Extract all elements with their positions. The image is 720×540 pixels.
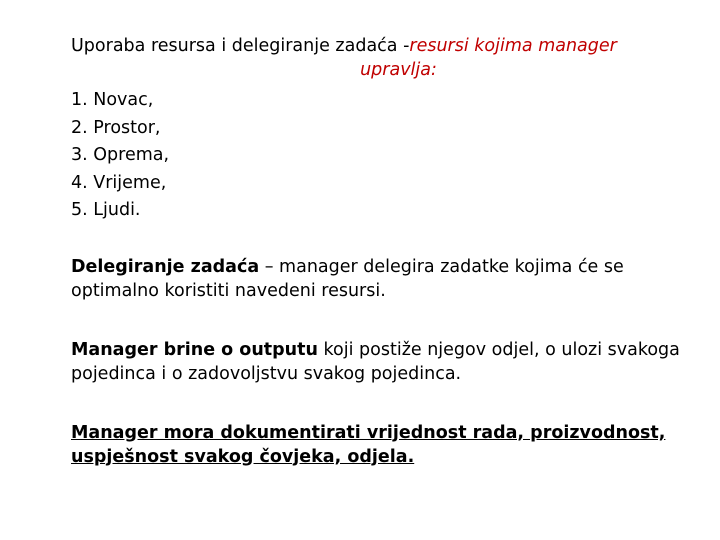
title-highlight-continued: upravlja: [360, 60, 437, 80]
output-term: Manager brine o outputu [71, 339, 318, 360]
delegation-term: Delegiranje zadaća [71, 256, 260, 277]
delegation-paragraph [71, 255, 686, 303]
documentation-paragraph: Manager mora dokumentirati vrijednost rada, proizvodnost, uspješnost svakog čovjeka, odjela. [71, 422, 666, 467]
delegation-text: – manager delegira zadatke kojima će se optimalno koristiti navedeni resursi. [71, 256, 624, 301]
title-prefix: Uporaba resursa i delegiranje zadaća - [71, 36, 410, 56]
slide-content [71, 34, 686, 469]
list-item: 5. Ljudi. [71, 200, 141, 220]
list-item: 4. Vrijeme, [71, 172, 167, 193]
slide-title [71, 34, 686, 58]
output-text: koji postiže njegov odjel, o ulozi svakoga pojedinca i o zadovoljstvu svakog pojedinca. [71, 339, 680, 384]
list-item: 3. Oprema, [71, 145, 170, 165]
list-item: 2. Prostor, [71, 117, 161, 138]
output-paragraph [71, 338, 686, 386]
resource-list [71, 88, 686, 226]
title-highlight: resursi kojima manager [409, 36, 617, 56]
list-item: 1. Novac, [71, 90, 154, 110]
